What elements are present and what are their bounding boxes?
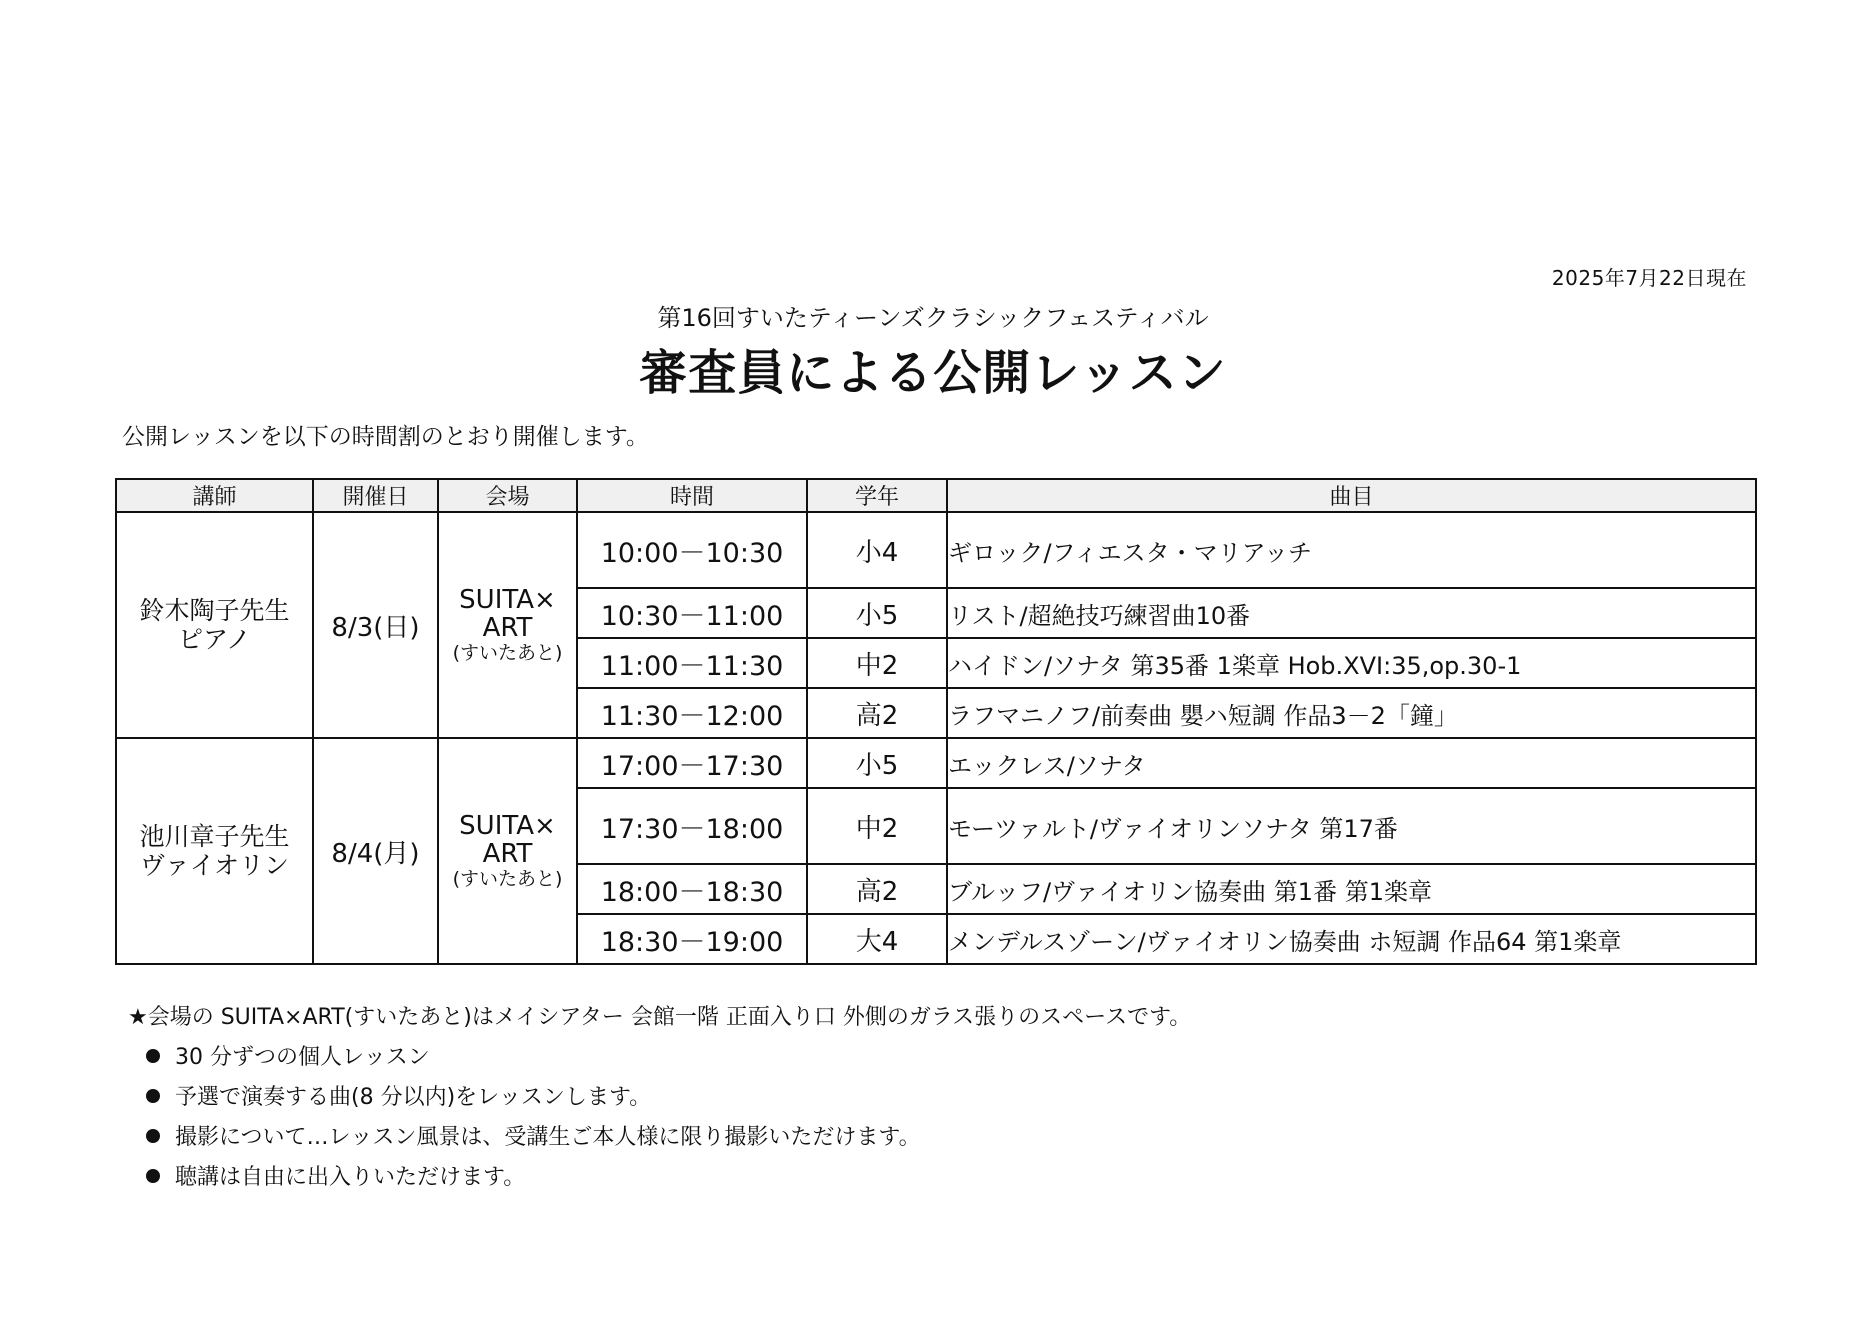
note-text: 聴講は自由に出入りいただけます。 — [175, 1165, 526, 1190]
time-cell: 11:00－11:30 — [577, 638, 807, 688]
piece-cell: メンデルスゾーン/ヴァイオリン協奏曲 ホ短調 作品64 第1楽章 — [947, 914, 1756, 964]
time-cell: 10:30－11:00 — [577, 588, 807, 638]
note-text: 30 分ずつの個人レッスン — [175, 1045, 430, 1070]
page-title: 審査員による公開レッスン — [639, 345, 1227, 401]
note-text: 撮影について…レッスン風景は、受講生ご本人様に限り撮影いただけます。 — [175, 1125, 921, 1150]
grade-cell: 小5 — [807, 588, 947, 638]
table-header-row — [116, 479, 1756, 512]
grade-cell: 高2 — [807, 864, 947, 914]
list-item — [146, 1120, 1191, 1151]
grade-cell: 中2 — [807, 788, 947, 864]
intro-text: 公開レッスンを以下の時間割のとおり開催します。 — [122, 424, 649, 450]
notes-list — [128, 1040, 1191, 1191]
bullet-icon — [146, 1169, 160, 1183]
notes-section — [128, 1000, 1191, 1200]
venue-name-line2: ART — [482, 839, 533, 869]
venue-name-line1: SUITA× — [459, 811, 556, 841]
festival-subtitle: 第16回すいたティーンズクラシックフェスティバル — [657, 304, 1209, 332]
time-cell: 17:30－18:00 — [577, 788, 807, 864]
piece-cell: エックレス/ソナタ — [947, 738, 1756, 788]
time-cell: 11:30－12:00 — [577, 688, 807, 738]
bullet-icon — [146, 1049, 160, 1063]
teacher-cell — [116, 738, 313, 964]
piece-cell: ハイドン/ソナタ 第35番 1楽章 Hob.XVI:35,op.30-1 — [947, 638, 1756, 688]
time-cell: 17:00－17:30 — [577, 738, 807, 788]
piece-cell: ブルッフ/ヴァイオリン協奏曲 第1番 第1楽章 — [947, 864, 1756, 914]
piece-cell: リスト/超絶技巧練習曲10番 — [947, 588, 1756, 638]
date-cell: 8/4(月) — [313, 738, 438, 964]
teacher-name: 池川章子先生 — [139, 822, 290, 851]
teacher-cell — [116, 512, 313, 738]
header-teacher: 講師 — [116, 479, 313, 512]
teacher-name: 鈴木陶子先生 — [139, 596, 290, 625]
header-piece: 曲目 — [947, 479, 1756, 512]
list-item — [146, 1160, 1191, 1191]
note-text: 予選で演奏する曲(8 分以内)をレッスンします。 — [175, 1085, 652, 1110]
time-cell: 18:30－19:00 — [577, 914, 807, 964]
piece-cell: ギロック/フィエスタ・マリアッチ — [947, 512, 1756, 588]
header-date: 開催日 — [313, 479, 438, 512]
table-row — [116, 512, 1756, 588]
grade-cell: 高2 — [807, 688, 947, 738]
as-of-date: 2025年7月22日現在 — [1551, 266, 1747, 290]
header-grade: 学年 — [807, 479, 947, 512]
piece-cell: ラフマニノフ/前奏曲 嬰ハ短調 作品3－2「鐘」 — [947, 688, 1756, 738]
venue-cell — [438, 512, 577, 738]
grade-cell: 大4 — [807, 914, 947, 964]
time-cell: 10:00－10:30 — [577, 512, 807, 588]
grade-cell: 中2 — [807, 638, 947, 688]
piece-cell: モーツァルト/ヴァイオリンソナタ 第17番 — [947, 788, 1756, 864]
list-item — [146, 1080, 1191, 1111]
lesson-schedule-table — [115, 478, 1757, 965]
venue-reading: (すいたあと) — [452, 868, 563, 890]
venue-reading: (すいたあと) — [452, 642, 563, 664]
time-cell: 18:00－18:30 — [577, 864, 807, 914]
grade-cell: 小4 — [807, 512, 947, 588]
header-time: 時間 — [577, 479, 807, 512]
table-row — [116, 738, 1756, 788]
bullet-icon — [146, 1089, 160, 1103]
date-cell: 8/3(日) — [313, 512, 438, 738]
list-item — [146, 1040, 1191, 1071]
teacher-instrument: ヴァイオリン — [139, 851, 289, 880]
teacher-instrument: ピアノ — [177, 625, 251, 654]
grade-cell: 小5 — [807, 738, 947, 788]
venue-location-note: ★会場の SUITA×ART(すいたあと)はメイシアター 会館一階 正面入り口 外側のガラス張りのスペースです。 — [128, 1005, 1192, 1030]
venue-name-line1: SUITA× — [459, 585, 556, 615]
venue-name-line2: ART — [482, 613, 533, 643]
bullet-icon — [146, 1129, 160, 1143]
venue-cell — [438, 738, 577, 964]
header-venue: 会場 — [438, 479, 577, 512]
